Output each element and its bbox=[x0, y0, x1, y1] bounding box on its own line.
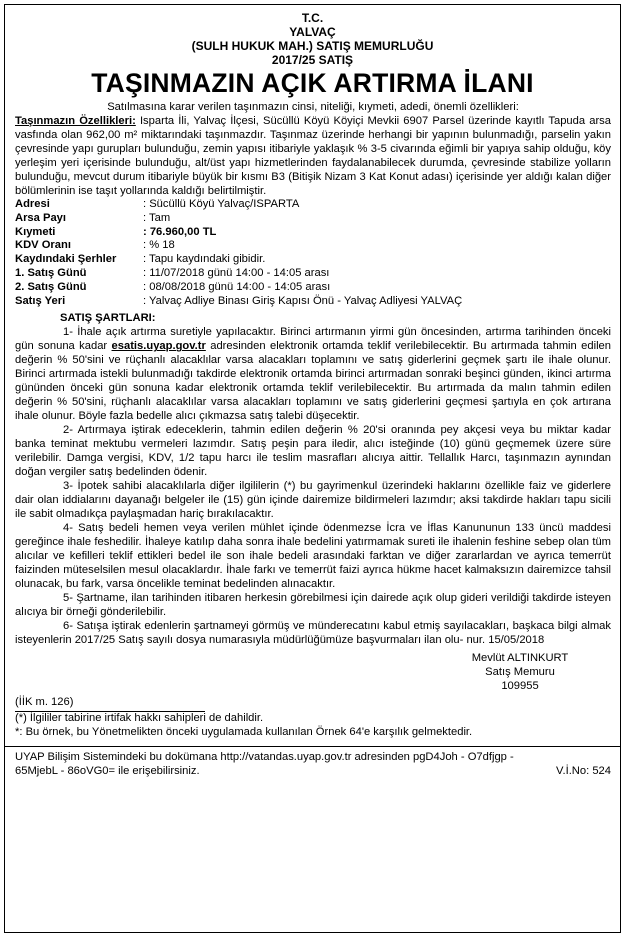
property-row bbox=[15, 198, 462, 212]
footer bbox=[5, 747, 620, 778]
property-row bbox=[15, 267, 462, 281]
property-key: Satış Yeri bbox=[15, 294, 66, 307]
signer-number: 109955 bbox=[501, 680, 539, 693]
property-row bbox=[15, 239, 462, 253]
signature-block bbox=[450, 651, 590, 693]
property-value: : % 18 bbox=[143, 239, 175, 252]
property-value: : 08/08/2018 günü 14:00 - 14:05 arası bbox=[143, 280, 331, 293]
footnote-2: *: Bu örnek, bu Yönetmelikten önceki uygulamada kullanılan Örnek 64'e karşılık gelmektedir. bbox=[15, 726, 473, 739]
condition-5: 5- Şartname, ilan tarihinden itibaren herkesin görebilmesi için dairede açık olup gideri verildiği takdirde isteyen alıcıya bir örneği gönderilebilir. bbox=[15, 592, 611, 619]
property-key: Arsa Payı bbox=[15, 211, 66, 224]
property-key: Adresi bbox=[15, 198, 50, 210]
property-key: 2. Satış Günü bbox=[15, 280, 87, 293]
property-key: Kıymeti bbox=[15, 225, 56, 238]
features-text: Isparta İli, Yalvaç İlçesi, Sücüllü Köyü Köyiçi Mevkii 6907 Parsel üzerinde kayıtlı Tapuda arsa vasfında olan 962,00 m² miktarındaki taşınmazdır. Taşınmaz üzerinde herhangi bir yapının bulunmadığı, parselin yakın çevresinde yapı gurupları bulunduğu, zemin yapısı itibariyle yaklaşık % 3-5 civarında eğimli bir yapıya sahip olduğu, köy yerleşim yeri içerisinde bulunduğu, alt/üst yapı hizmetlerinden faydalanabilecek durumda, çevresinde stabilize yolların bulunduğu, mevcut durum itibariyle büyük bir kısmı B3 (Bitişik Nizam 3 Kat Konut adası) içerisinde yer aldığı kalan diğer bölümlerinin ise taşıt yollarında kaldığı belirtilmiştir. bbox=[15, 115, 611, 197]
header-place: YALVAÇ bbox=[289, 25, 336, 39]
property-value: : 76.960,00 TL bbox=[143, 225, 217, 238]
main-content bbox=[5, 100, 620, 740]
property-value: : Tapu kaydındaki gibidir. bbox=[143, 253, 266, 266]
law-reference: (İİK m. 126) bbox=[15, 696, 74, 709]
features-paragraph bbox=[15, 114, 611, 198]
property-value: : Sücüllü Köyü Yalvaç/ISPARTA bbox=[143, 198, 300, 210]
condition-3: 3- İpotek sahibi alacaklılarla diğer ilgililerin (*) bu gayrimenkul üzerindeki haklarını özellikle faiz ve giderlere dair olan iddialarını dayanağı belgeler ile (15) gün içinde dairemize bildirmeleri lazımdır; aksi takdirde hakları tapu sicili ile sabit olmadıkça paylaşmadan hariç bırakılacaktır. bbox=[15, 480, 611, 521]
property-value: : Yalvaç Adliye Binası Giriş Kapısı Önü - Yalvaç Adliyesi YALVAÇ bbox=[143, 294, 463, 307]
footer-ref-no: V.İ.No: 524 bbox=[556, 764, 611, 777]
footer-line-1: UYAP Bilişim Sistemindeki bu dokümana http://vatandas.uyap.gov.tr adresinden pgD4Joh - O7dfjgp - bbox=[15, 750, 514, 763]
header-office: (SULH HUKUK MAH.) SATIŞ MEMURLUĞU bbox=[191, 39, 434, 53]
intro-text: Satılmasına karar verilen taşınmazın cinsi, niteliği, kıymeti, adedi, önemli özellikleri: bbox=[107, 101, 519, 113]
property-value: : 11/07/2018 günü 14:00 - 14:05 arası bbox=[143, 266, 330, 279]
condition-4: 4- Satış bedeli hemen veya verilen mühlet içinde ödenmezse İcra ve İflas Kanununun 133 üncü maddesi gereğince ihale feshedilir. İhaleye katılıp daha sonra ihale bedelini yatırmamak sureti ile ihalenin feshine sebep olan tüm alıcılar ve kefilleri teklif ettikleri bedel ile son ihale bedeli arasındaki farktan ve diğer zararlardan ve ayrıca temerrüt faizinden müteselsilen mesul olacaklardır. İhale farkı ve temerrüt faizi ayrıca hükme hacet kalmaksızın dairemizce tahsil olunacak, bu fark, varsa öncelikle teminat bedelinden alınacaktır. bbox=[15, 522, 611, 591]
header-tc: T.C. bbox=[301, 11, 324, 25]
property-key: KDV Oranı bbox=[15, 239, 71, 252]
condition-6: 6- Satışa iştirak edenlerin şartnameyi görmüş ve münderecatını kabul etmiş sayılacakları, başkaca bilgi almak isteyenlerin 2017/25 Satış sayılı dosya numarasıyla müdürlüğümüze başvurmaları ilan olu- nur. 15/05/2018 bbox=[15, 620, 611, 647]
property-row bbox=[15, 281, 462, 295]
properties-table bbox=[15, 198, 462, 308]
header-file-no: 2017/25 SATIŞ bbox=[271, 53, 354, 67]
property-row bbox=[15, 253, 462, 267]
page-title: TAŞINMAZIN AÇIK ARTIRMA İLANI bbox=[91, 68, 534, 98]
condition-1-text-b: adresinden elektronik ortamda teklif verilebilecektir. Bu artırmada tahmin edilen değerin % 50'sini ve rüçhanlı alacaklılar varsa alacakları toplamını ve satış giderlerini geçmek şartı ile ihale olunur. Birinci artırmada istekli bulunmadığı takdirde elektronik ortamda birinci artırmadan sonraki beşinci günden, ikinci artırma gününden önceki gün sonuna kadar elektronik ortamda teklif verilebilecektir. Bu artırmada da malın tahmin edilen değerin % 50'sini, rüçhanlı alacaklılar varsa alacakları toplamını ve satış giderlerini geçmesi şartıyla en çok artırana ihale olunur. Böyle fazla bedelle alıcı çıkmazsa satış talebi düşecektir. bbox=[15, 340, 611, 423]
condition-1-text-a: 1- İhale açık artırma suretiyle yapılacaktır. Birinci artırmanın yirmi gün öncesinden, artırma tarihinden önceki gün sonuna kadar bbox=[15, 326, 611, 353]
announcement-page bbox=[4, 4, 621, 933]
property-key: 1. Satış Günü bbox=[15, 266, 87, 279]
footnote-1: (*) İlgililer tabirine irtifak hakkı sahipleri de dahildir. bbox=[15, 712, 264, 725]
footer-line-2: 65MjebL - 86oVG0= ile erişebilirsiniz. bbox=[15, 764, 200, 777]
property-key: Kaydındaki Şerhler bbox=[15, 253, 117, 266]
condition-2: 2- Artırmaya iştirak edeceklerin, tahmin edilen değerin % 20'si oranında pey akçesi veya bu miktar kadar banka teminat mektubu vermeleri lazımdır. Satış peşin para iledir, alıcı isteğinde (10) günü geçmemek üzere süre verilebilir. Damga vergisi, KDV, 1/2 tapu harcı ile teslim masrafları alıcıya aittir. Tellallık Harcı, taşınmazın aynından doğan vergiler satış bedelinden ödenir. bbox=[15, 424, 611, 479]
property-row bbox=[15, 212, 462, 226]
property-row bbox=[15, 226, 462, 240]
features-label: Taşınmazın Özellikleri: bbox=[15, 115, 136, 127]
property-row bbox=[15, 295, 462, 309]
conditions-title: SATIŞ ŞARTLARI: bbox=[60, 312, 156, 325]
esatis-link[interactable]: esatis.uyap.gov.tr bbox=[111, 340, 206, 353]
condition-1 bbox=[15, 325, 611, 423]
signer-role: Satış Memuru bbox=[485, 666, 555, 679]
signer-name: Mevlüt ALTINKURT bbox=[471, 652, 569, 665]
property-value: : Tam bbox=[143, 211, 171, 224]
